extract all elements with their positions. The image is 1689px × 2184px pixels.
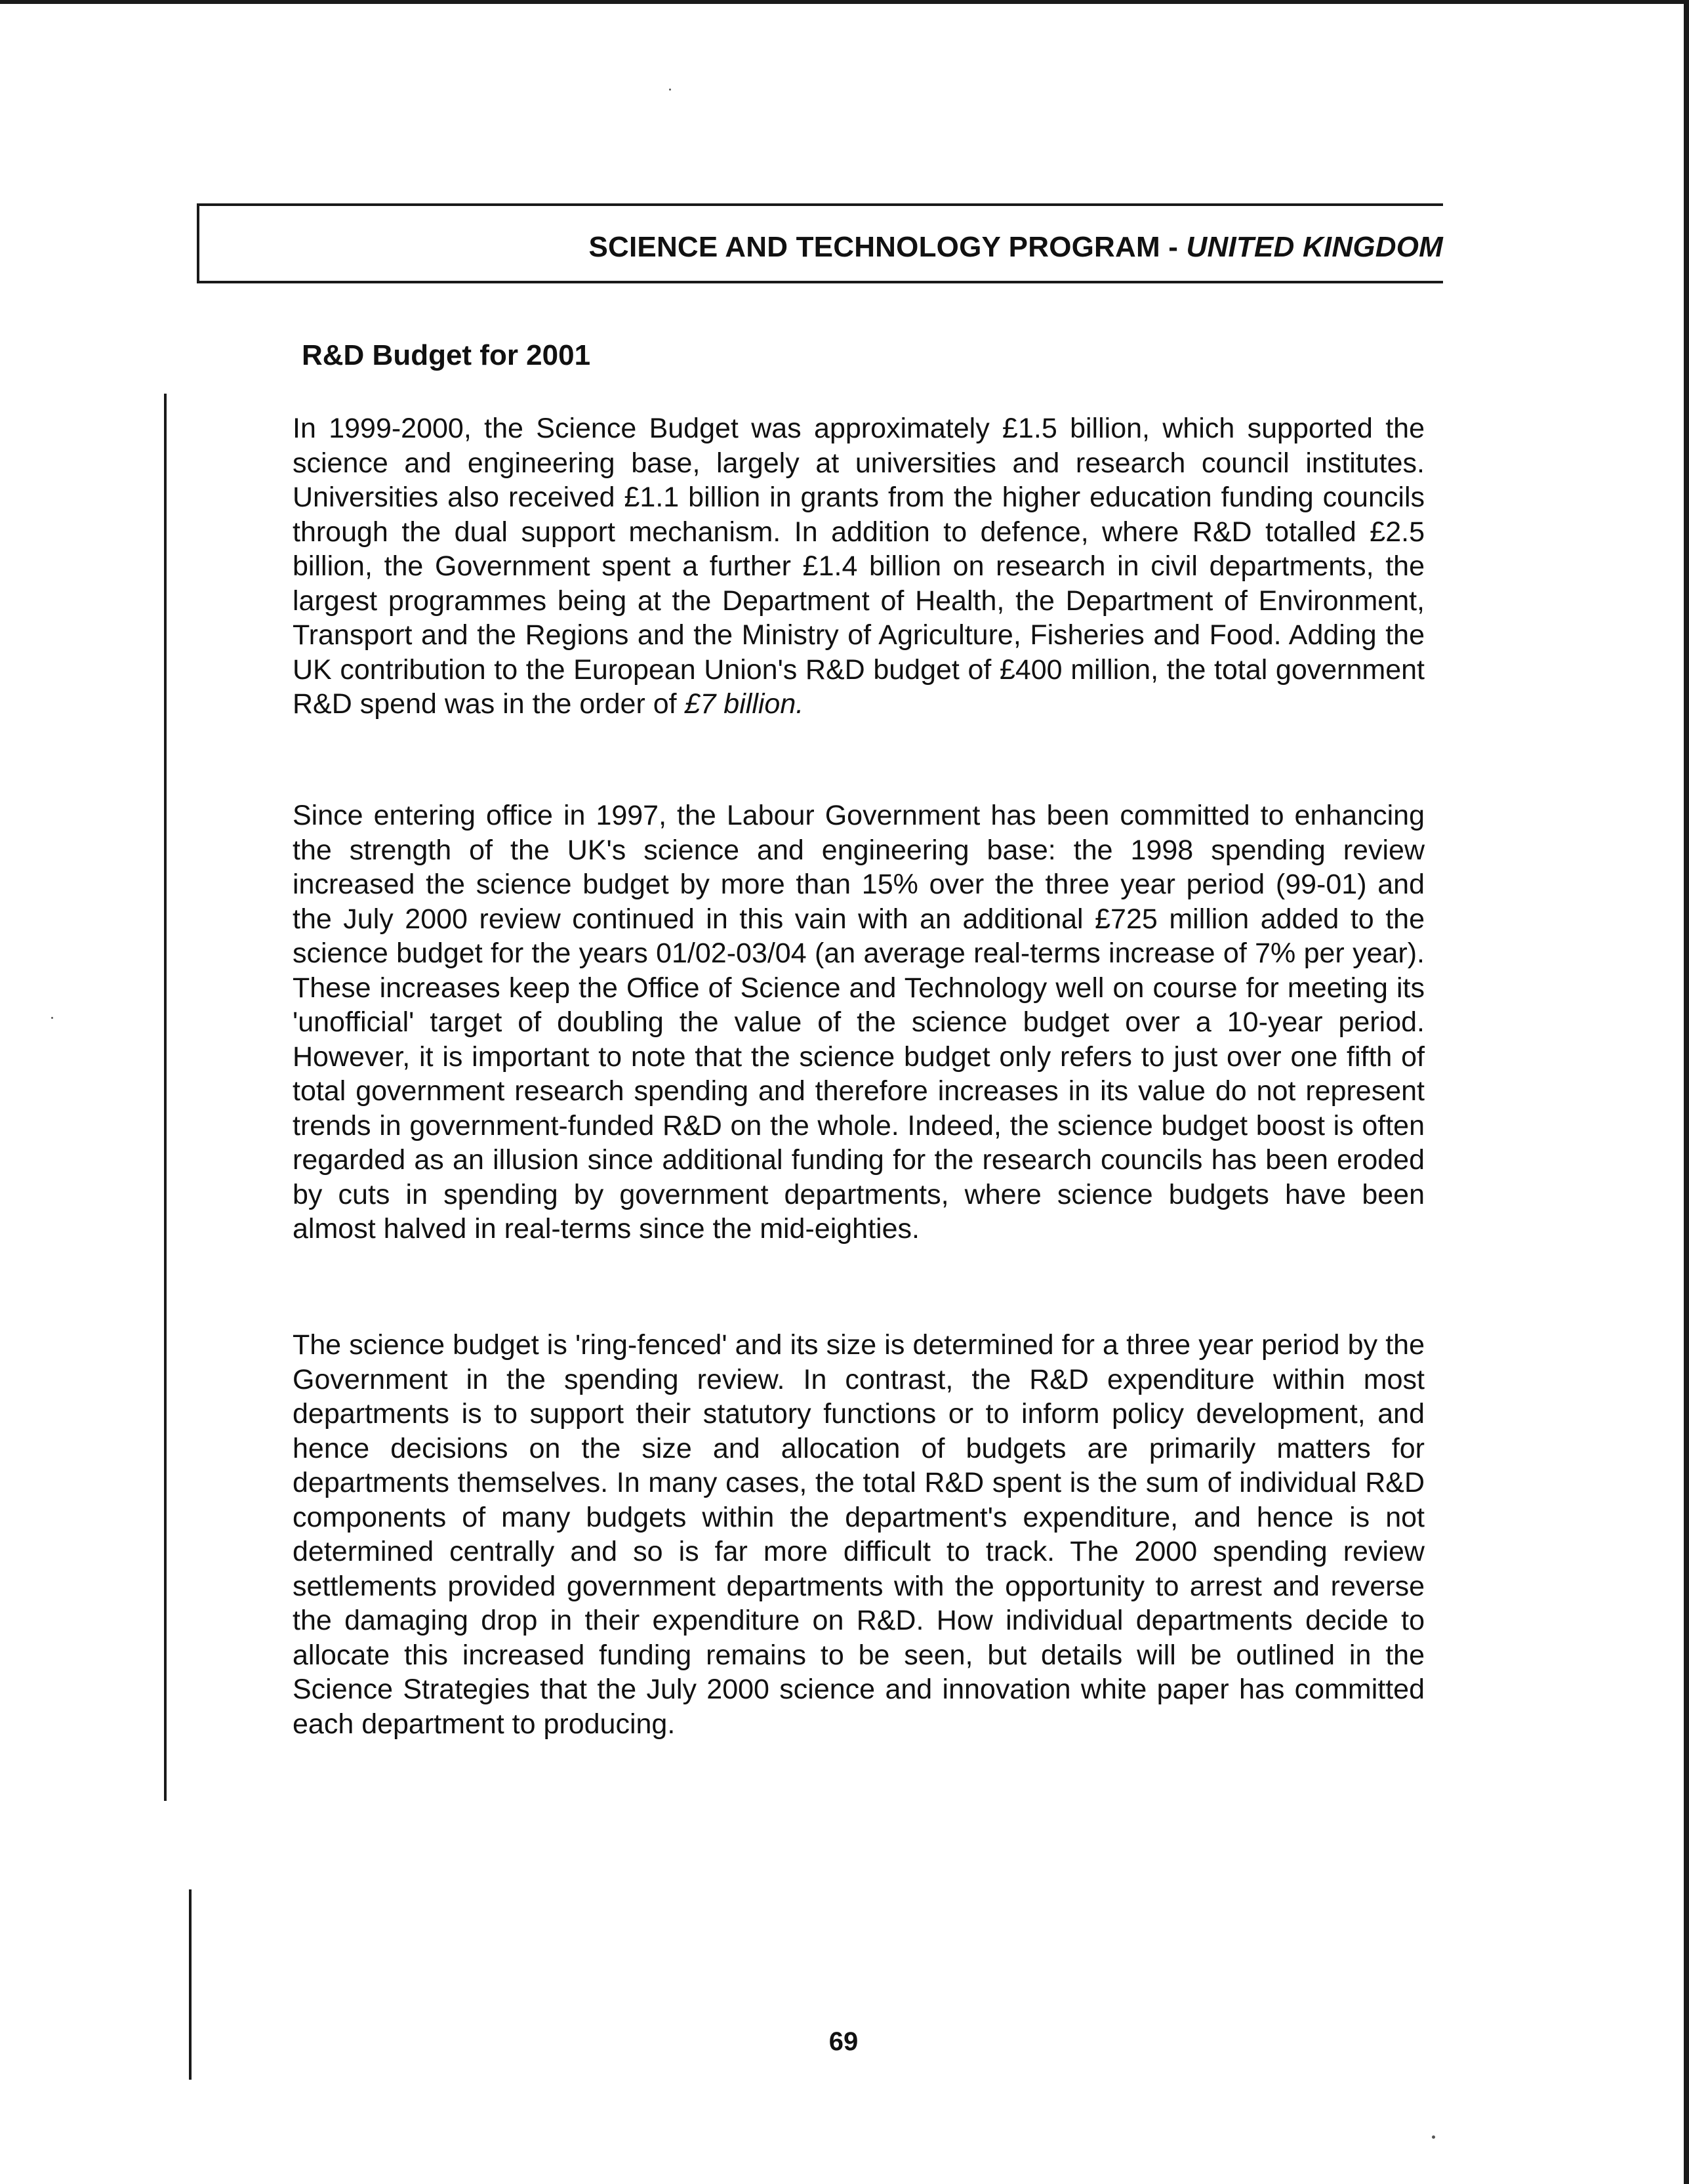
paragraph-3: The science budget is 'ring-fenced' and its size is determined for a three year period by the Government in the spending review. In contrast, the R&D expenditure within most departments is to support their statutory functions or to inform policy development, and hence decisions on the size and allocation of budgets are primarily matters for departments themselves. In many cases, the total R&D spent is the sum of individual R&D components of many budgets within the department's expenditure, and hence is not determined centrally and so is far more difficult to track. The 2000 spending review settlements provided government departments with the opportunity to arrest and reverse the damaging drop in their expenditure on R&D. How individual departments decide to allocate this increased funding remains to be seen, but details will be outlined in the Science Strategies that the July 2000 science and innovation white paper has committed each department to producing. <box>293 1329 1425 1740</box>
paragraph-1-text: In 1999-2000, the Science Budget was approximately £1.5 billion, which supported the science and engineering base, largely at universities and research council institutes. Universities also received £1.1 billion in grants from the higher education funding councils through the dual support mechanism. In addition to defence, where R&D totalled £2.5 billion, the Government spent a further £1.4 billion on research in civil departments, the largest programmes being at the Department of Health, the Department of Environment, Transport and the Regions and the Ministry of Agriculture, Fisheries and Food. Adding the UK contribution to the European Union's R&D budget of £400 million, the total government R&D spend was in the order of <box>293 413 1425 720</box>
page-number: 69 <box>828 2027 859 2056</box>
section-heading: R&D Budget for 2001 <box>302 339 591 371</box>
running-header <box>197 231 1443 264</box>
paragraph-1 <box>293 411 1425 722</box>
scan-speck <box>51 1017 53 1019</box>
scan-speck <box>1432 2135 1435 2139</box>
scan-edge-top <box>0 0 1689 4</box>
header-top-rule <box>197 203 1443 206</box>
margin-bar-lower <box>189 1889 192 2080</box>
header-country: UNITED KINGDOM <box>1186 231 1443 263</box>
scan-edge-right <box>1684 0 1689 2184</box>
header-program-title: SCIENCE AND TECHNOLOGY PROGRAM - <box>588 231 1187 263</box>
paragraph-1-emphasis: £7 billion. <box>684 688 804 720</box>
paragraph-2: Since entering office in 1997, the Labour Government has been committed to enhancing the strength of the UK's science and engineering base: the 1998 spending review increased the science budget by more than 15% over the three year period (99-01) and the July 2000 review continued in this vain with an additional £725 million added to the science budget for the years 01/02-03/04 (an average real-terms increase of 7% per year). These increases keep the Office of Science and Technology well on course for meeting its 'unofficial' target of doubling the value of the science budget over a 10-year period. However, it is important to note that the science budget only refers to just over one fifth of total government research spending and therefore increases in its value do not represent trends in government-funded R&D on the whole. Indeed, the science budget boost is often regarded as an illusion since additional funding for the research councils has been eroded by cuts in spending by government departments, where science budgets have been almost halved in real-terms since the mid-eighties. <box>293 800 1425 1245</box>
scan-speck <box>669 89 671 91</box>
margin-bar-upper <box>164 394 167 1801</box>
header-bottom-rule <box>197 281 1443 283</box>
